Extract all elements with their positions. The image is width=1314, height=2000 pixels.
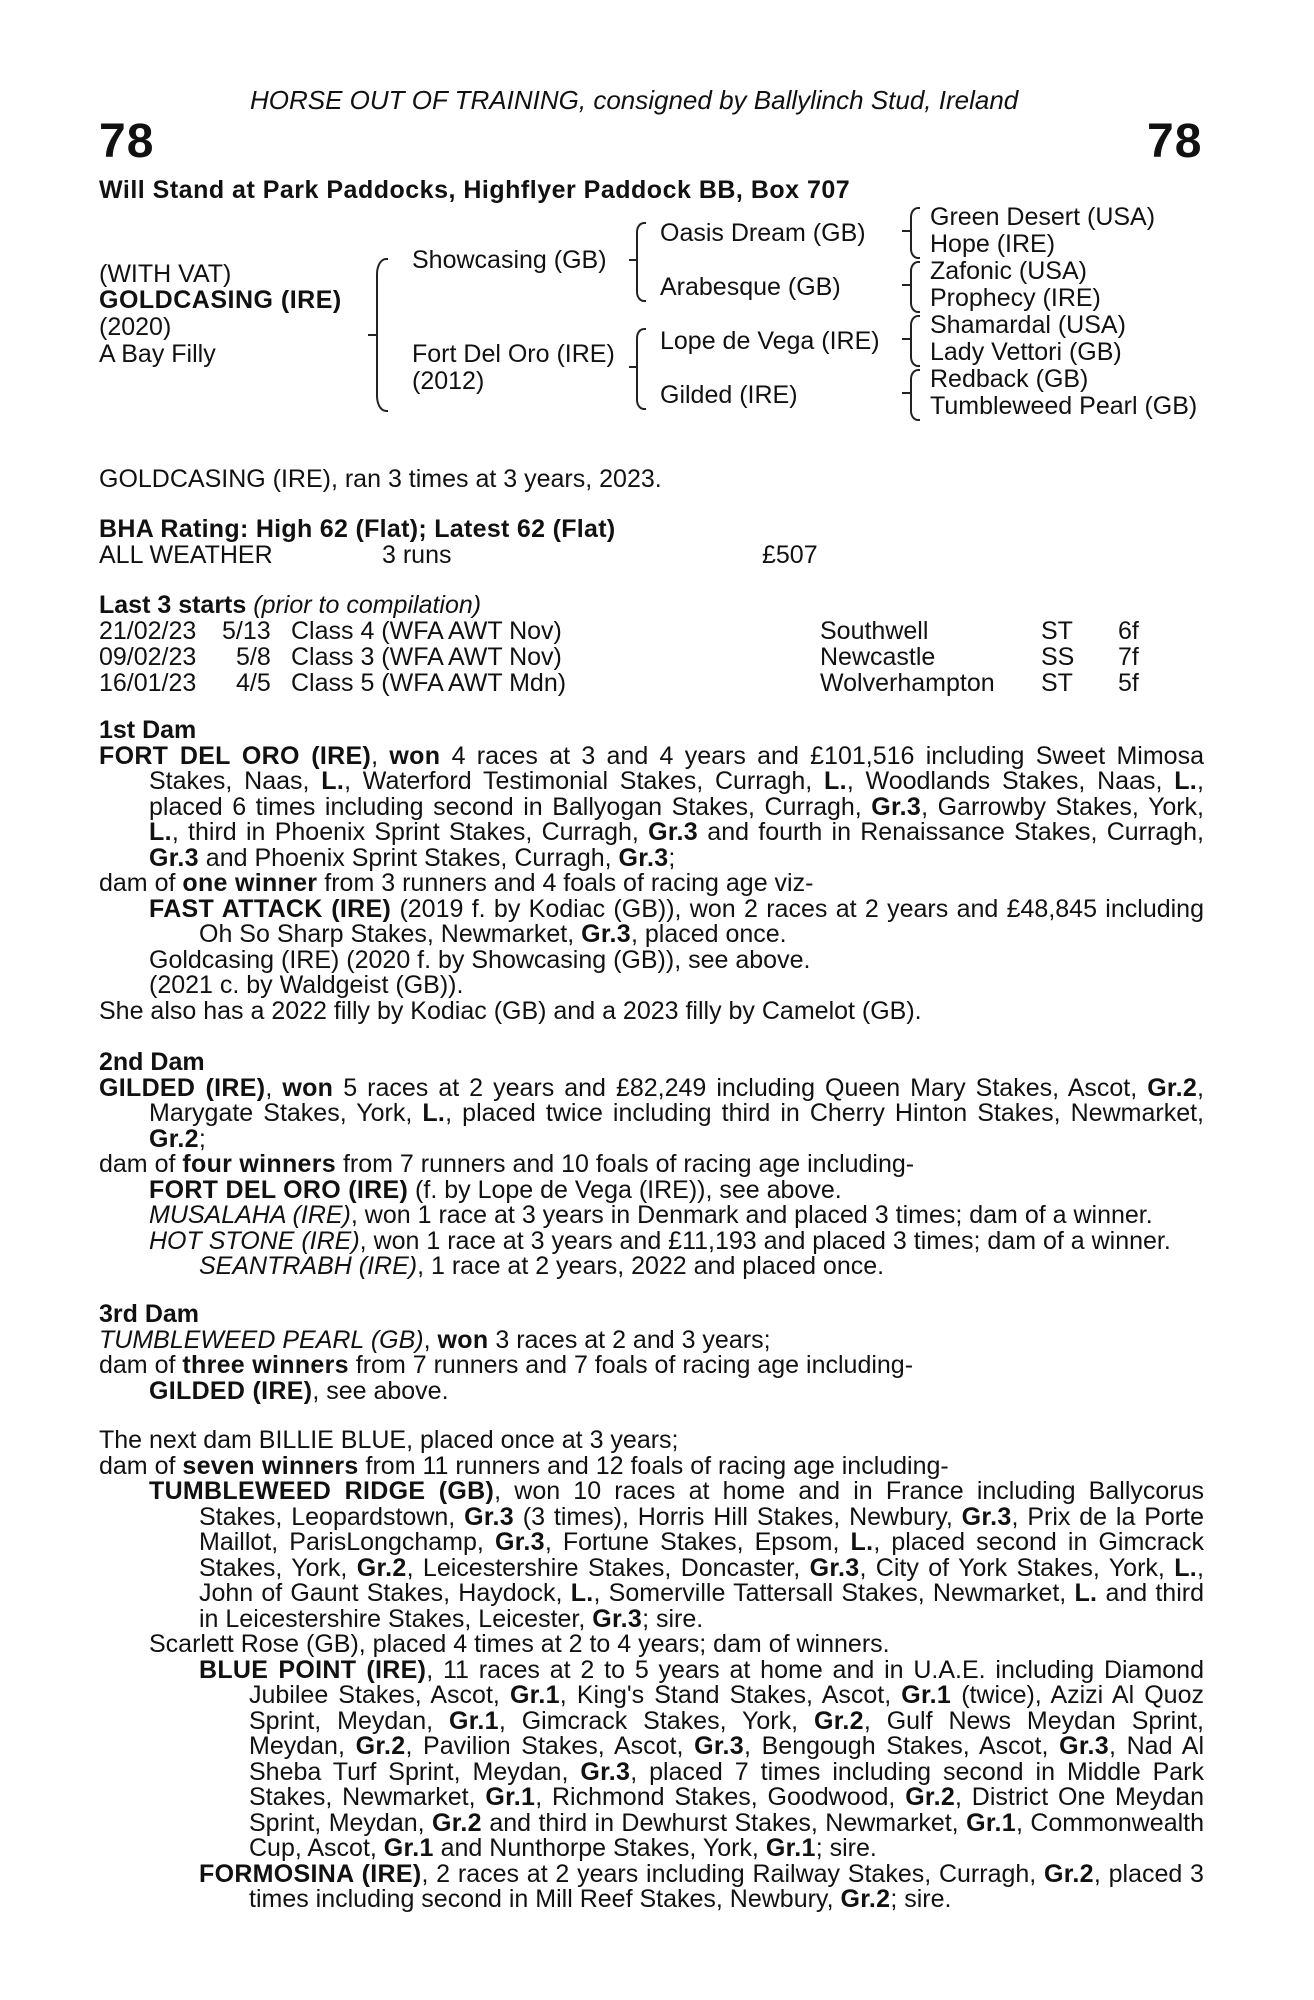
brace-point [368, 334, 378, 336]
dam-name: FORT DEL ORO (IRE) [99, 741, 372, 770]
second-dam-produce-2: MUSALAHA (IRE), won 1 race at 3 years in Denmark and placed 3 times; dam of a winner. [149, 1201, 1153, 1229]
next-dam-produce-blue-point: BLUE POINT (IRE), 11 races at 2 to 5 years at home and in U.A.E. including Diamond Jubilee Stakes, Ascot, Gr.1, King's Stand Stakes, Ascot, Gr.1 (twice), Azizi Al Quoz Sprint, Meydan, Gr.1, Gimcrack Stakes, York, Gr.2, Gulf News Meydan Sprint, Meydan, Gr.2, Pavilion Stakes, Ascot, Gr.3, Bengough Stakes, Ascot, Gr.3, Nad Al Sheba Turf Sprint, Meydan, Gr.3, placed 7 times including second in Middle Park Stakes, Newmarket, Gr.1, Richmond Stakes, Goodwood, Gr.2, District One Meydan Sprint, Meydan, Gr.2 and third in Dewhurst Stakes, Newmarket, Gr.1, Commonwealth Cup, Ascot, Gr.1 and Nunthorpe Stakes, York, Gr.1; sire. [199, 1655, 1205, 1862]
g3-ancestor: Redback (GB) [930, 365, 1089, 393]
first-dam-also: She also has a 2022 filly by Kodiac (GB) and a 2023 filly by Camelot (GB). [99, 996, 922, 1025]
g3-ancestor: Zafonic (USA) [930, 257, 1087, 285]
sire: Showcasing (GB) [412, 246, 607, 274]
brace-point [902, 230, 911, 232]
first-dam-produce-2: Goldcasing (IRE) (2020 f. by Showcasing (GB)), see above. [149, 945, 811, 974]
g3-brace-3 [910, 315, 920, 367]
start-course: Wolverhampton [820, 669, 995, 697]
third-dam-produce-summary: dam of three winners from 7 runners and 7 foals of racing age including- [99, 1351, 914, 1379]
next-dam-produce-scarlett-rose: Scarlett Rose (GB), placed 4 times at 2 to 4 years; dam of winners. [149, 1630, 890, 1658]
start-distance: 6f [1118, 617, 1139, 645]
second-dam-produce-1: FORT DEL ORO (IRE) (f. by Lope de Vega (IRE)), see above. [149, 1175, 842, 1204]
g3-ancestor: Lady Vettori (GB) [930, 338, 1122, 366]
start-date: 09/02/23 [99, 643, 197, 671]
second-dam-produce-summary: dam of four winners from 7 runners and 10 foals of racing age including- [99, 1150, 915, 1178]
first-dam-heading: 1st Dam [99, 716, 197, 744]
start-course: Southwell [820, 617, 929, 645]
brace-point [629, 259, 638, 261]
first-dam-produce-3: (2021 c. by Waldgeist (GB)). [149, 971, 464, 999]
all-weather-label: ALL WEATHER [99, 541, 273, 569]
dam-dam: Gilded (IRE) [660, 381, 798, 409]
start-position: 5/13 [222, 617, 271, 645]
start-surface: SS [1041, 643, 1075, 671]
g3-brace-2 [910, 261, 920, 313]
next-dam-produce-tumbleweed-ridge: TUMBLEWEED RIDGE (GB), won 10 races at home and in France including Ballycorus Stakes, Leopardstown, Gr.3 (3 times), Horris Hill Stakes, Newbury, Gr.3, Prix de la Porte Maillot, ParisLongchamp, Gr.3, Fortune Stakes, Epsom, L., placed second in Gimcrack Stakes, York, Gr.2, Leicestershire Stakes, Doncaster, Gr.3, City of York Stakes, York, L., John of Gaunt Stakes, Haydock, L., Somerville Tattersall Stakes, Newmarket, L. and third in Leicestershire Stakes, Leicester, Gr.3; sire. [149, 1477, 1205, 1633]
lot-number-left: 78 [99, 115, 155, 168]
start-distance: 5f [1118, 669, 1139, 697]
g3-ancestor: Green Desert (USA) [930, 203, 1156, 231]
brace-point [902, 284, 911, 286]
next-dam-produce-formosina: FORMOSINA (IRE), 2 races at 2 years including Railway Stakes, Curragh, Gr.2, placed 3 times including second in Mill Reef Stakes, Newbury, Gr.2; sire. [199, 1859, 1204, 1913]
start-race: Class 5 (WFA AWT Mdn) [291, 669, 567, 697]
vat-note: (WITH VAT) [99, 260, 232, 288]
g3-brace-1 [910, 207, 920, 259]
brace-point [902, 338, 911, 340]
first-dam-produce-summary: dam of one winner from 3 runners and 4 foals of racing age viz- [99, 869, 814, 897]
last-starts-label: Last 3 starts [99, 591, 247, 619]
g3-ancestor: Tumbleweed Pearl (GB) [930, 392, 1198, 420]
brace-point [629, 366, 638, 368]
start-surface: ST [1041, 669, 1073, 697]
third-dam-section [99, 1302, 1204, 1404]
third-dam-produce-1: GILDED (IRE), see above. [149, 1376, 449, 1405]
next-dam-section [99, 1428, 1204, 1913]
third-dam-record: TUMBLEWEED PEARL (GB), won 3 races at 2 and 3 years; [99, 1325, 771, 1354]
start-surface: ST [1041, 617, 1073, 645]
first-dam-produce-1: FAST ATTACK (IRE) (2019 f. by Kodiac (GB)), won 2 races at 2 years and £48,845 including Oh So Sharp Stakes, Newmarket, Gr.3, placed once. [149, 894, 1204, 948]
bha-rating: BHA Rating: High 62 (Flat); Latest 62 (Flat) [99, 515, 616, 543]
start-position: 4/5 [236, 669, 271, 697]
start-race: Class 3 (WFA AWT Nov) [291, 643, 562, 671]
dam: Fort Del Oro (IRE) [412, 340, 615, 368]
second-dam-produce-3: HOT STONE (IRE), won 1 race at 3 years and £11,193 and placed 3 times; dam of a winner. [149, 1226, 1171, 1255]
third-dam-heading: 3rd Dam [99, 1300, 200, 1328]
next-dam-produce-summary: dam of seven winners from 11 runners and 12 foals of racing age including- [99, 1451, 949, 1480]
start-course: Newcastle [820, 643, 936, 671]
stand-location: Will Stand at Park Paddocks, Highflyer Paddock BB, Box 707 [99, 176, 851, 204]
g3-ancestor: Prophecy (IRE) [930, 284, 1101, 312]
start-race: Class 4 (WFA AWT Nov) [291, 617, 562, 645]
race-summary: GOLDCASING (IRE), ran 3 times at 3 years, 2023. [99, 465, 662, 493]
all-weather-prize: £507 [762, 541, 818, 569]
dam-year: (2012) [412, 367, 485, 395]
page-heading: HORSE OUT OF TRAINING, consigned by Ballylinch Stud, Ireland [250, 85, 1019, 115]
second-dam-produce-4: SEANTRABH (IRE), 1 race at 2 years, 2022 and placed once. [199, 1252, 885, 1280]
start-date: 21/02/23 [99, 617, 197, 645]
horse-name: GOLDCASING (IRE) [99, 286, 342, 314]
g3-brace-4 [910, 369, 920, 421]
g3-ancestor: Hope (IRE) [930, 230, 1056, 258]
second-dam-record: GILDED (IRE), won 5 races at 2 years and £82,249 including Queen Mary Stakes, Ascot, Gr.2, Marygate Stakes, York, L., placed twice including third in Cherry Hinton Stakes, Newmarket, Gr.2; [99, 1073, 1204, 1153]
won-label: won [389, 741, 441, 770]
first-dam-record: FORT DEL ORO (IRE), won 4 races at 3 and 4 years and £101,516 including Sweet Mimosa Stakes, Naas, L., Waterford Testimonial Stakes, Curragh, L., Woodlands Stakes, Naas, L., placed 6 times including second in Ballyogan Stakes, Curragh, Gr.3, Garrowby Stakes, York, L., third in Phoenix Sprint Stakes, Curragh, Gr.3 and fourth in Renaissance Stakes, Curragh, Gr.3 and Phoenix Sprint Stakes, Curragh, Gr.3; [99, 741, 1204, 872]
sire-brace [636, 222, 646, 302]
next-dam-intro: The next dam BILLIE BLUE, placed once at 3 years; [99, 1426, 679, 1454]
last-starts-heading [99, 593, 481, 618]
horse-description: A Bay Filly [99, 340, 216, 368]
start-distance: 7f [1118, 643, 1139, 671]
start-date: 16/01/23 [99, 669, 197, 697]
second-dam-heading: 2nd Dam [99, 1048, 205, 1076]
all-weather-runs: 3 runs [382, 541, 452, 569]
dam-brace [636, 328, 646, 410]
foaling-year: (2020) [99, 313, 172, 341]
dam-sire: Lope de Vega (IRE) [660, 327, 880, 355]
second-dam-section [99, 1050, 1204, 1280]
last-starts-note: (prior to compilation) [253, 591, 482, 619]
sire-dam: Arabesque (GB) [660, 273, 841, 301]
g3-ancestor: Shamardal (USA) [930, 311, 1126, 339]
start-position: 5/8 [236, 643, 271, 671]
brace-point [902, 392, 911, 394]
lot-number-right: 78 [1147, 115, 1203, 168]
sire-sire: Oasis Dream (GB) [660, 219, 866, 247]
first-dam-section [99, 718, 1204, 1024]
